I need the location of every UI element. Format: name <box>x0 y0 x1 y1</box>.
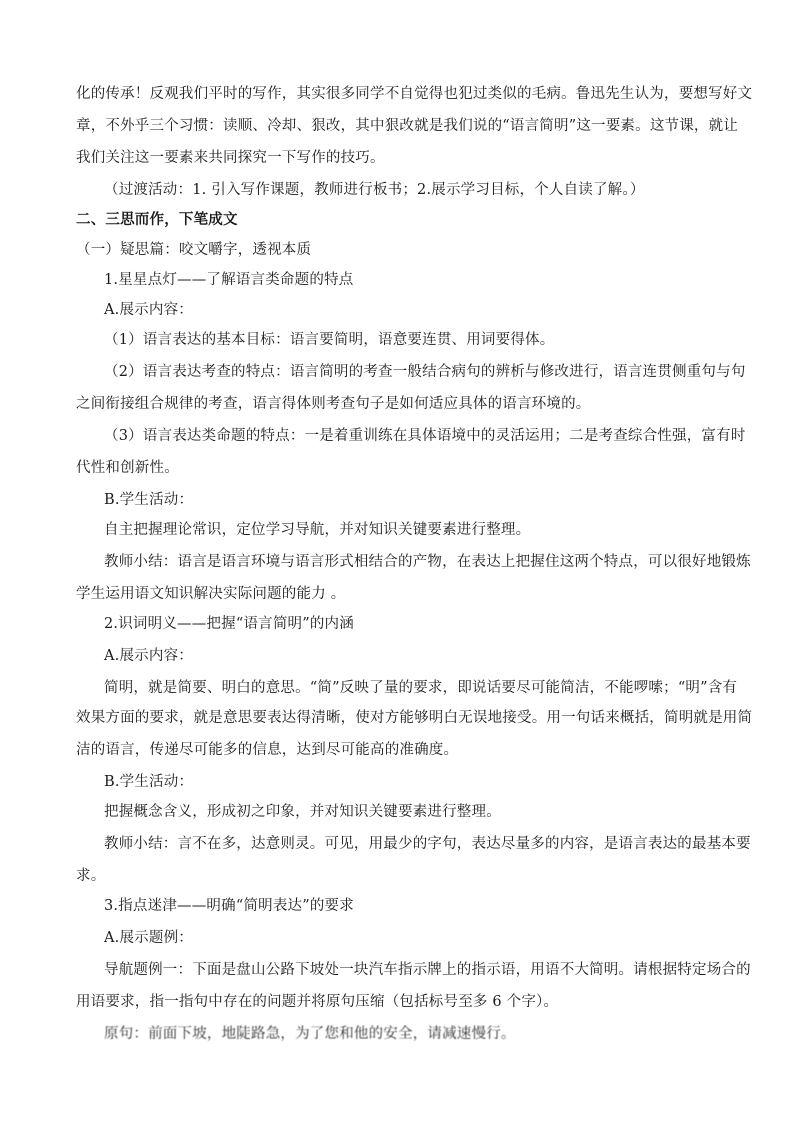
label-line: A.展示题例： <box>104 930 193 946</box>
paragraph-line: 章，不外乎三个习惯：读顺、冷却、狠改，其中狠改就是我们说的“语言简明”这一要素。这节课，就让 <box>76 118 739 134</box>
paragraph-line: 导航题例一：下面是盘山公路下坡处一块汽车指示牌上的指示语，用语不大简明。请根据特定场合的 <box>104 962 751 978</box>
paragraph-line: 之间衔接组合规律的考查，语言得体则考查句子是如何适应具体的语言环境的。 <box>76 396 591 412</box>
paragraph-line: 学生运用语文知识解决实际问题的能力 。 <box>76 586 346 602</box>
subsection-heading: （一）疑思篇：咬文嚼字，透视本质 <box>76 242 312 258</box>
paragraph-line: 教师小结：语言是语言环境与语言形式相结合的产物，在表达上把握住这两个特点，可以很好地锻炼 <box>104 554 751 570</box>
transition-note: （过渡活动：1. 引入写作课题，教师进行板书；2.展示学习目标，个人自读了解。） <box>104 182 645 198</box>
paragraph-line: 自主把握理论常识，定位学习导航，并对知识关键要素进行整理。 <box>104 522 531 538</box>
paragraph-line: 用语要求，指一指句中存在的问题并将原句压缩（包括标号至多 6 个字）。 <box>76 994 559 1010</box>
label-line: B.学生活动： <box>104 774 194 790</box>
section-heading: 二、三思而作，下笔成文 <box>76 212 238 228</box>
step-heading: 3.指点迷津——明确“简明表达”的要求 <box>104 898 354 914</box>
paragraph-line: 代性和创新性。 <box>76 460 179 476</box>
paragraph-line: 教师小结：言不在多，达意则灵。可见，用最少的字句，表达尽量多的内容，是语言表达的最基本要 <box>104 836 751 852</box>
step-heading: 2.识词明义——把握“语言简明”的内涵 <box>104 616 354 632</box>
paragraph-line: 化的传承！反观我们平时的写作，其实很多同学不自觉得也犯过类似的毛病。鲁迅先生认为，要想写好文 <box>76 86 753 102</box>
step-heading: 1.星星点灯——了解语言类命题的特点 <box>104 272 354 288</box>
label-line: A.展示内容： <box>104 302 193 318</box>
paragraph-line: 洁的语言，传递尽可能多的信息，达到尽可能高的准确度。 <box>76 742 459 758</box>
paragraph-line: 把握概念含义，形成初之印象，并对知识关键要素进行整理。 <box>104 804 501 820</box>
paragraph-line: 求。 <box>76 868 106 884</box>
list-item: （1）语言表达的基本目标：语言要简明，语意要连贯、用词要得体。 <box>104 332 555 348</box>
list-item: （2）语言表达考查的特点：语言简明的考查一般结合病句的辨析与修改进行，语言连贯侧重句与句 <box>104 364 746 380</box>
paragraph-line: 效果方面的要求，就是意思要表达得清晰，使对方能够明白无误地接受。用一句话来概括，简明就是用简 <box>76 710 753 726</box>
label-line: B.学生活动： <box>104 492 194 508</box>
paragraph-line: 原句：前面下坡，地陡路急，为了您和他的安全，请减速慢行。 <box>104 1026 516 1042</box>
list-item: （3）语言表达类命题的特点：一是着重训练在具体语境中的灵活运用；二是考查综合性强，富有时 <box>104 428 746 444</box>
paragraph-line: 简明，就是简要、明白的意思。“简”反映了量的要求，即说话要尽可能简洁，不能啰嗦；“明”含有 <box>104 680 738 696</box>
paragraph-line: 我们关注这一要素来共同探究一下写作的技巧。 <box>76 150 385 166</box>
label-line: A.展示内容： <box>104 648 193 664</box>
